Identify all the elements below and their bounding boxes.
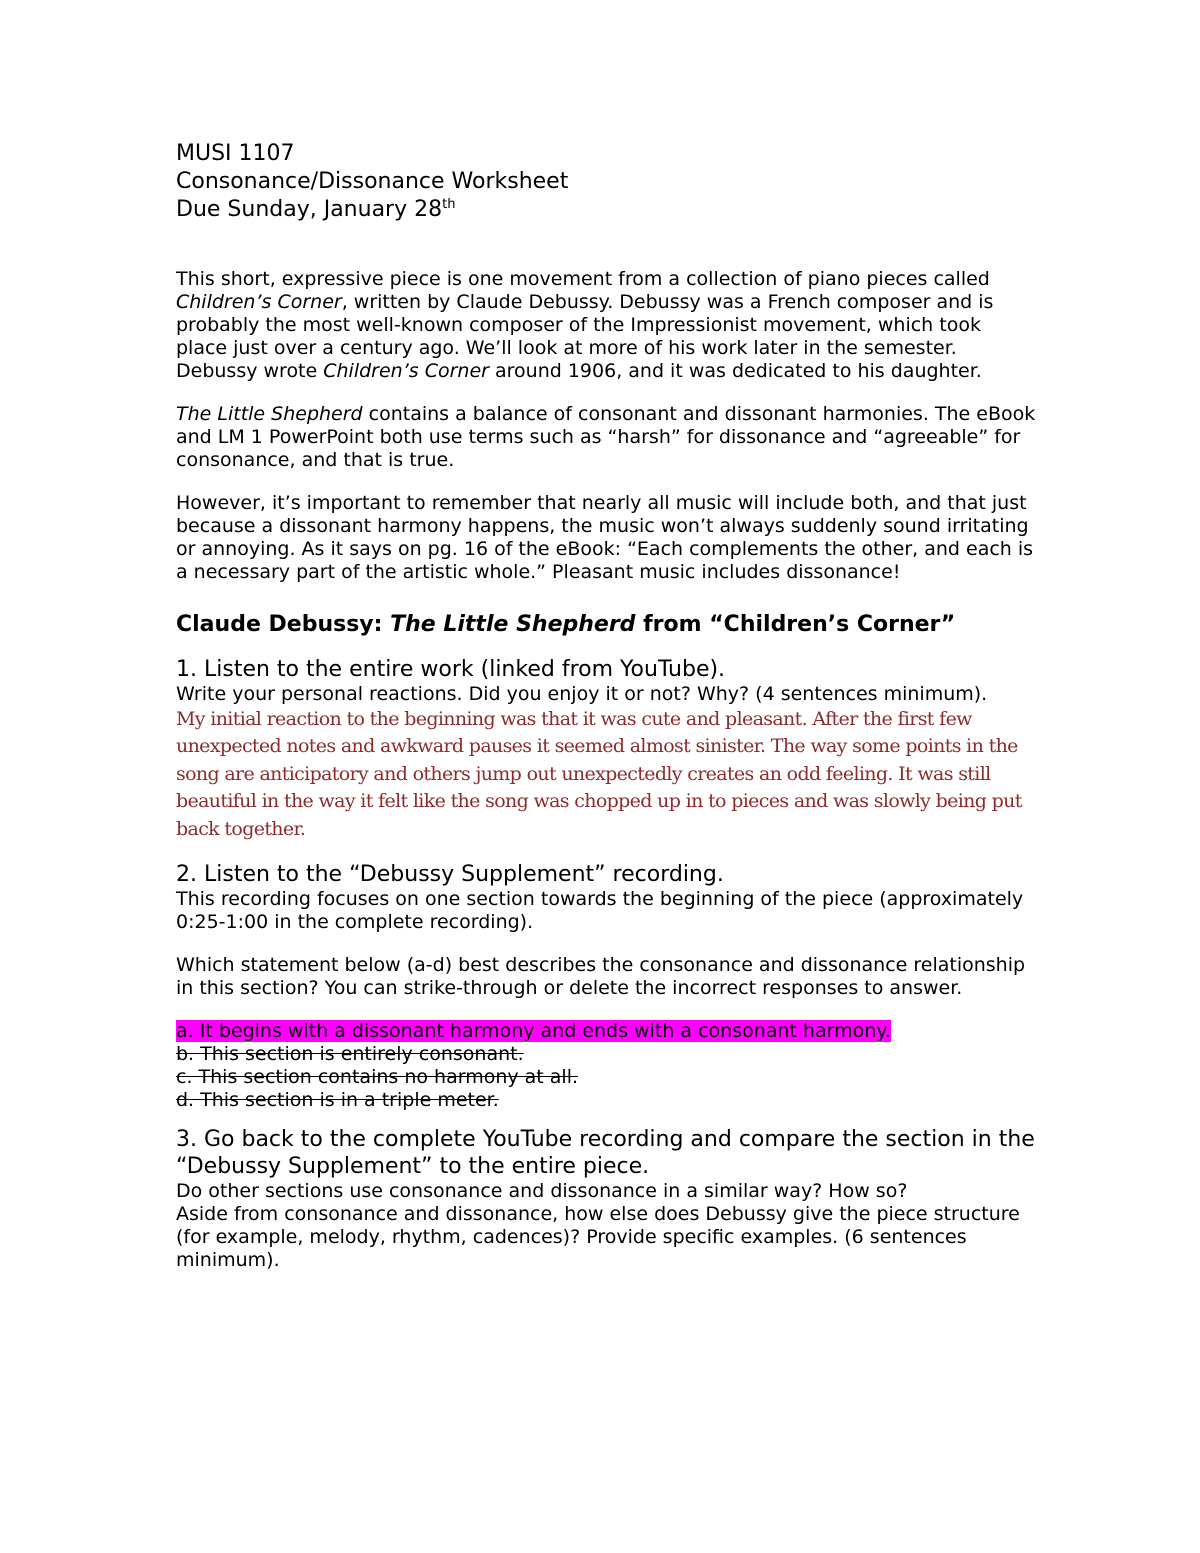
option-a [176,1020,1036,1043]
intro-paragraph-2: The Little Shepherd contains a balance of consonant and dissonant harmonies. The eBook and LM 1 PowerPoint both use terms such as “harsh” for dissonance and “agreeable” for consonance, and that is true. [176,403,1036,471]
option-b-struck: b. This section is entirely consonant. [176,1043,524,1066]
due-date [176,196,1036,224]
collection-title: Children’s Corner [176,291,342,313]
intro-paragraph-3: However, it’s important to remember that nearly all music will include both, and that just because a dissonant harmony happens, the music won’t always suddenly sound irritating or annoying. As it says on pg. 16 of the eBook: “Each complements the other, and each is a necessary part of the artistic whole.” Pleasant music includes dissonance! [176,492,1034,583]
question-1-answer: My initial reaction to the beginning was that it was cute and pleasant. After the first few unexpected notes and awkward pauses it seemed almost sinister. The way some points in the song are anticipatory and others jump out unexpectedly creates an odd feeling. It was still beautiful in the way it felt like the song was chopped up in to pieces and was slowly being put back together. [176,708,1022,840]
course-code: MUSI 1107 [176,141,295,166]
option-c-struck: c. This section contains no harmony at all. [176,1066,579,1089]
due-date-ordinal: th [442,197,456,212]
option-a-highlighted: a. It begins with a dissonant harmony and ends with a consonant harmony. [176,1020,891,1043]
worksheet-title: Consonance/Dissonance Worksheet [176,169,569,194]
piece-name: The Little Shepherd [176,403,363,425]
document-body [176,140,1036,1272]
question-3-prompt-2: Aside from consonance and dissonance, how else does Debussy give the piece structure (for example, melody, rhythm, cadences)? Provide specific examples. (6 sentences minimum). [176,1203,1020,1272]
option-d-struck: d. This section is in a triple meter. [176,1089,499,1112]
question-3-prompt-1: Do other sections use consonance and dissonance in a similar way? How so? [176,1180,908,1203]
document-header [176,140,1036,224]
question-2-heading: 2. Listen to the “Debussy Supplement” recording. [176,862,724,888]
piece-heading-title: The Little Shepherd [390,612,636,637]
intro-paragraph-1: This short, expressive piece is one movement from a collection of piano pieces called Children’s Corner, written by Claude Debussy. Debussy was a French composer and is probably the most well-known composer of the Impressionist movement, which took place just over a century ago. We’ll look at more of his work later in the semester. Debussy wrote Children’s Corner around 1906, and it was dedicated to his daughter. [176,268,994,382]
question-2-prompt: This recording focuses on one section towards the beginning of the piece (approximately 0:25-1:00 in the complete recording). [176,888,1024,934]
due-date-text: Due Sunday, January 28 [176,197,443,222]
answer-options [176,1020,1036,1112]
question-1-prompt: Write your personal reactions. Did you enjoy it or not? Why? (4 sentences minimum). [176,683,988,705]
question-1-heading: 1. Listen to the entire work (linked from YouTube). [176,657,726,682]
question-2-instruction: Which statement below (a-d) best describes the consonance and dissonance relationship in this section? You can strike-through or delete the incorrect responses to answer. [176,954,1026,1000]
piece-heading: Claude Debussy: The Little Shepherd from “Children’s Corner” [176,612,956,637]
collection-title-2: Children’s Corner [323,360,489,382]
question-3-heading: 3. Go back to the complete YouTube recording and compare the section in the “Debussy Supplement” to the entire piece. [176,1127,1035,1180]
